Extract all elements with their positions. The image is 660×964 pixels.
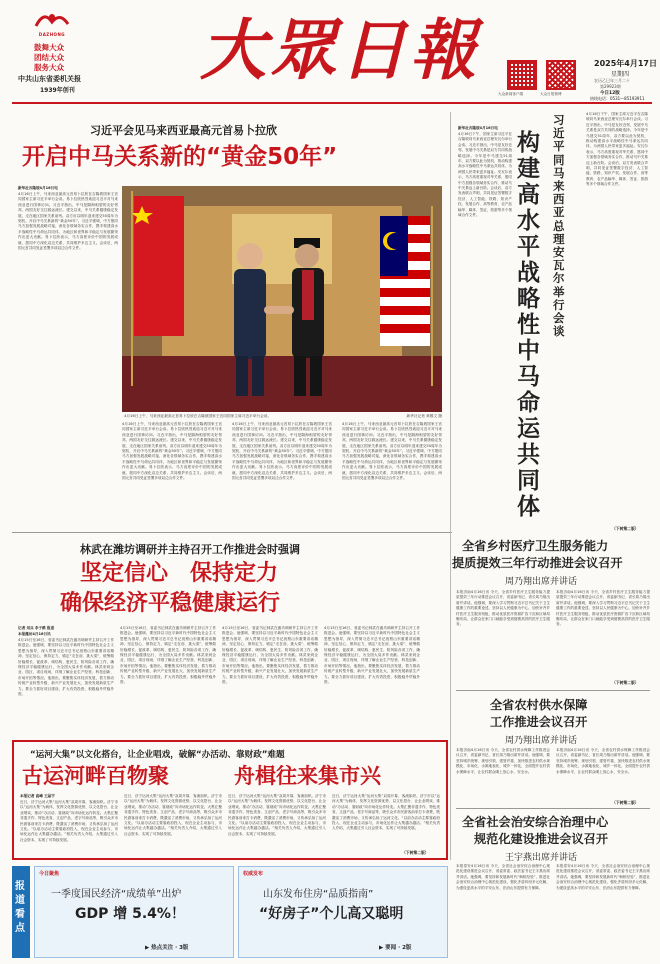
teaser-left[interactable]	[34, 866, 234, 958]
lead-dateline: 新华社吉隆坡4月16日电	[18, 186, 58, 190]
second-body-col4: 4月15日至16日，省委书记林武在潍坊调研并主持召开工作推进会。他强调，要坚持以习近平新时代中国特色社会主义思想为指导，深入贯彻习近平总书记视察山东重要讲话精神，坚定信心、保持定力，锚定“走在前、挑大梁”，统筹做好稳增长、促改革、调结构、惠民生、防风险各项工作，确保经济平稳健康运行，为全国大局多作贡献。林武来到企业、园区、项目现场，详细了解企业生产经营、科技创新、市场开拓等情况。他指出，要聚焦实体经济发展，着力推动传统产业转型升级、新兴产业发展壮大，加快发展新质生产力。要全力抓好项目建设，扩大有效投资，积极稳外贸稳外资。	[324, 626, 420, 685]
rural-water-body-col2: 本报济南4月16日讯 今天，全省农村供水保障工作推进会议召开，省委副书记、省长周乃翔出席并讲话。他强调，要坚持城乡统筹、规划引领、建管并重，加快推进农村供水规模化、市场化、水源地表化、城乡一体化，全面提升农村供水保障水平，让农村群众喝上放心水、安全水。	[556, 748, 650, 774]
feature-more: （下转第二版）	[402, 850, 429, 855]
paper-title: 大眾日報	[200, 11, 480, 89]
feature-headline-left[interactable]: 古运河畔百物聚	[22, 764, 169, 788]
rural-water-more: （下转第二版）	[612, 800, 639, 805]
lead-body-col2: 4月16日上午，马来西亚最高元首易卜拉欣在吉隆坡国家王宫同国家主席习近平举行会谈。易卜拉欣热烈欢迎习近平对马来西亚进行国事访问。习近平指出，中马是隔海相望的友好邻邦，两国友好交往源远流长。建交以来，中马关系健康稳定发展，走在地区国家关系前列。双方应以明年迎来建交50周年为契机，开启中马关系新的“黄金50年”。习近平强调，中方愿同马方加强发展战略对接，深化各领域务实合作，携手构建高水平战略性中马命运共同体，为地区和世界和平稳定与发展繁荣作出更大贡献。易卜拉欣表示，马方高度评价中国的发展成就，愿同中方深化双边关系，共同维护多边主义。会谈后，两国元首共同见证签署多项双边合作文件。	[122, 422, 222, 481]
qr-code-app-label: 大众新闻客户端	[498, 92, 524, 96]
slogan-3: 服务大众	[34, 63, 64, 72]
hotline-number: 0531—85193911	[610, 96, 645, 101]
second-headline-line2[interactable]: 确保经济平稳健康运行	[60, 591, 281, 616]
rural-health-headline-1[interactable]: 全省乡村医疗卫生服务能力	[462, 539, 609, 553]
issue-weekday: 星期四	[611, 71, 630, 78]
teaser-right-ref-text: 要闻 · 2版	[385, 945, 412, 951]
photo-caption: 4月16日上午，马来西亚最高元首易卜拉欣在吉隆坡国家王宫同国家主席习近平举行会谈。	[124, 414, 272, 418]
arrow-right-icon: ▶	[145, 945, 152, 951]
hotline-label: 热线电话：	[590, 96, 610, 101]
lead-photo[interactable]	[122, 186, 442, 412]
feature-body-col4: 近日，济宁运河大集“运河大集”双周开幕，客流如织。济宁市以“运河大集”为载体，发挥文化资源优势，以文化搭台、让企业唱戏，推动“办活动、靠财政”向市场化运作转变。大集汇聚非遗手作、特色美食、文创产品、老字号商品等，吸引众多市民游客前来打卡消费，既激活了消费市场，又传承弘扬了运河文化。“以前办活动主要靠政府投入，现在企业主动参与，市场化运作让大集越办越活。”相关负责人介绍，大集通过引入社会资本，实现了可持续发展。	[332, 794, 440, 831]
teaser-right[interactable]	[238, 866, 448, 958]
social-gov-headline-2[interactable]: 规范化建设推进会议召开	[474, 832, 609, 846]
teaser-right-label: 权威发布	[243, 871, 264, 877]
lead-body-col4: 4月16日上午，马来西亚最高元首易卜拉欣在吉隆坡国家王宫同国家主席习近平举行会谈。易卜拉欣热烈欢迎习近平对马来西亚进行国事访问。习近平指出，中马是隔海相望的友好邻邦，两国友好交往源远流长。建交以来，中马关系健康稳定发展，走在地区国家关系前列。双方应以明年迎来建交50周年为契机，开启中马关系新的“黄金50年”。习近平强调，中方愿同马方加强发展战略对接，深化各领域务实合作，携手构建高水平战略性中马命运共同体，为地区和世界和平稳定与发展繁荣作出更大贡献。易卜拉欣表示，马方高度评价中国的发展成就，愿同中方深化双边关系，共同维护多边主义。会谈后，两国元首共同见证签署多项双边合作文件。	[342, 422, 442, 481]
right-kicker: 习近平同马来西亚总理安瓦尔举行会谈	[553, 113, 565, 339]
photo-credit: 新华社记者 黄敬文 摄	[406, 414, 442, 418]
social-gov-headline-1[interactable]: 全省社会治安综合治理中心	[462, 815, 609, 829]
feature-body-col3: 近日，济宁运河大集“运河大集”双周开幕，客流如织。济宁市以“运河大集”为载体，发挥文化资源优势，以文化搭台、让企业唱戏，推动“办活动、靠财政”向市场化运作转变。大集汇聚非遗手作、特色美食、文创产品、老字号商品等，吸引众多市民游客前来打卡消费，既激活了消费市场，又传承弘扬了运河文化。“以前办活动主要靠政府投入，现在企业主动参与，市场化运作让大集越办越活。”相关负责人介绍，大集通过引入社会资本，实现了可持续发展。	[228, 794, 326, 836]
teaser-left-kicker: 一季度国民经济“成绩单”出炉	[51, 889, 182, 900]
rural-health-body-col1: 本报济南4月16日讯 今天，全省乡村医疗卫生服务能力提质提效三年行动推进会议召开，省委副书记、省长周乃翔出席并讲话。他强调，要深入学习贯彻习近平总书记关于卫生健康工作的重要论述，坚持以人民健康为中心，加快补齐乡村医疗卫生服务短板，推动优质医疗资源扩容下沉和区域均衡布局，让群众在家门口就能享受到便捷高效的医疗卫生服务。	[456, 590, 550, 627]
teaser-right-kicker: 山东发布住房“品质指南”	[263, 889, 374, 900]
second-dateline: 本报潍坊4月16日讯	[18, 632, 51, 636]
rural-health-body-col2: 本报济南4月16日讯 今天，全省乡村医疗卫生服务能力提质提效三年行动推进会议召开，省委副书记、省长周乃翔出席并讲话。他强调，要深入学习贯彻习近平总书记关于卫生健康工作的重要论述，坚持以人民健康为中心，加快补齐乡村医疗卫生服务短板，推动优质医疗资源扩容下沉和区域均衡布局，让群众在家门口就能享受到便捷高效的医疗卫生服务。	[556, 590, 650, 627]
rural-health-byline: 周乃翔出席并讲话	[505, 577, 578, 587]
second-byline: 记者 刘兵 李子路 报道	[18, 626, 55, 630]
slogan-1: 鼓舞大众	[34, 43, 64, 52]
logo-text: DAZHONG	[38, 32, 66, 37]
masthead-divider	[12, 102, 652, 104]
second-body-col3: 4月15日至16日，省委书记林武在潍坊调研并主持召开工作推进会。他强调，要坚持以习近平新时代中国特色社会主义思想为指导，深入贯彻习近平总书记视察山东重要讲话精神，坚定信心、保持定力，锚定“走在前、挑大梁”，统筹做好稳增长、促改革、调结构、惠民生、防风险各项工作，确保经济平稳健康运行，为全国大局多作贡献。林武来到企业、园区、项目现场，详细了解企业生产经营、科技创新、市场开拓等情况。他指出，要聚焦实体经济发展，着力推动传统产业转型升级、新兴产业发展壮大，加快发展新质生产力。要全力抓好项目建设，扩大有效投资，积极稳外贸稳外资。	[222, 626, 318, 685]
rural-water-byline: 周乃翔出席并讲话	[505, 736, 578, 746]
photo-scene	[122, 186, 442, 412]
lead-headline[interactable]: 开启中马关系新的“黄金50年”	[22, 144, 338, 170]
rural-water-headline-1[interactable]: 全省农村供水保障	[490, 698, 588, 712]
qr-code-weibo[interactable]	[546, 60, 576, 90]
rural-water-body-col1: 本报济南4月16日讯 今天，全省农村供水保障工作推进会议召开，省委副书记、省长周乃翔出席并讲话。他强调，要坚持城乡统筹、规划引领、建管并重，加快推进农村供水规模化、市场化、水源地表化、城乡一体化，全面提升农村供水保障水平，让农村群众喝上放心水、安全水。	[456, 748, 550, 774]
teaser-right-ref	[379, 943, 411, 951]
feature-headline-right[interactable]: 舟楫往来集市兴	[234, 764, 381, 788]
lunar-date: 农历乙巳年三月二十	[594, 78, 630, 83]
paper-logo-icon	[30, 8, 74, 32]
feature-kicker: “运河大集”以文化搭台，让企业唱戏，破解“办活动、靠财政”难题	[30, 750, 285, 760]
founded-year: 1939年创刊	[40, 87, 75, 94]
page-count: 今日12版	[600, 91, 620, 96]
social-gov-body-col1: 本报泰安4月16日讯 今天，全省社会治安综合治理中心规范化建设推进会议召开，省委常委、政法委书记王宇燕出席并讲话。她强调，要坚持和发展新时代“枫桥经验”，推进社会治安综合治理中心规范化建设，强化矛盾纠纷多元化解，为建设更高水平的平安山东、法治山东提供有力保障。	[456, 864, 550, 890]
masthead	[0, 0, 660, 100]
rural-water-headline-2[interactable]: 工作推进会议召开	[490, 715, 588, 729]
right-body-col1: 4月16日下午，国家主席习近平在吉隆坡同马来西亚总理安瓦尔举行会谈。习近平指出，中马是友好近邻，发展中马关系是双方共同的战略选择。今年是中马建交51周年，双方要以此为契机，推动构建高水平战略性中马命运共同体，为两国人民带来更多福祉。安瓦尔表示，马方高度重视对华关系，愿同中方加强各领域务实合作，推动马中关系迈上新台阶。会谈后，双方发表联合声明，共同见证签署数字经济、人工智能、铁路、知识产权、发展合作、高等教育、农产品输华、媒体、签证、旅游等多个领域合作文件。	[458, 132, 512, 218]
arrow-right-icon: ▶	[379, 945, 386, 951]
feature-byline: 本报记者 高峰 王晶宇	[20, 794, 55, 798]
rural-health-headline-2[interactable]: 提质提效三年行动推进会议召开	[452, 556, 623, 570]
social-gov-body-col2: 本报泰安4月16日讯 今天，全省社会治安综合治理中心规范化建设推进会议召开，省委常委、政法委书记王宇燕出席并讲话。她强调，要坚持和发展新时代“枫桥经验”，推进社会治安综合治理中心规范化建设，强化矛盾纠纷多元化解，为建设更高水平的平安山东、法治山东提供有力保障。	[556, 864, 650, 890]
issue-number: 第29923期	[600, 84, 621, 89]
feature-body-col1: 近日，济宁运河大集“运河大集”双周开幕，客流如织。济宁市以“运河大集”为载体，发挥文化资源优势，以文化搭台、让企业唱戏，推动“办活动、靠财政”向市场化运作转变。大集汇聚非遗手作、特色美食、文创产品、老字号商品等，吸引众多市民游客前来打卡消费，既激活了消费市场，又传承弘扬了运河文化。“以前办活动主要靠政府投入，现在企业主动参与，市场化运作让大集越办越活。”相关负责人介绍，大集通过引入社会资本，实现了可持续发展。	[20, 800, 118, 842]
second-body-col1: 4月15日至16日，省委书记林武在潍坊调研并主持召开工作推进会。他强调，要坚持以习近平新时代中国特色社会主义思想为指导，深入贯彻习近平总书记视察山东重要讲话精神，坚定信心、保持定力，锚定“走在前、挑大梁”，统筹做好稳增长、促改革、调结构、惠民生、防风险各项工作，确保经济平稳健康运行，为全国大局多作贡献。林武来到企业、园区、项目现场，详细了解企业生产经营、科技创新、市场开拓等情况。他指出，要聚焦实体经济发展，着力推动传统产业转型升级、新兴产业发展壮大，加快发展新质生产力。要全力抓好项目建设，扩大有效投资，积极稳外贸稳外资。	[18, 638, 114, 697]
second-headline-line1[interactable]: 坚定信心 保持定力	[80, 561, 279, 586]
right-more: （下转第二版）	[612, 526, 639, 531]
right-headline[interactable]: 构建高水平战略性中马命运共同体	[517, 130, 540, 520]
slogan-2: 团结大众	[34, 53, 64, 62]
teaser-left-ref-text: 热点关注 · 3版	[151, 945, 189, 951]
issue-date: 2025年4月17日	[594, 59, 657, 68]
lead-body-col3: 4月16日上午，马来西亚最高元首易卜拉欣在吉隆坡国家王宫同国家主席习近平举行会谈。易卜拉欣热烈欢迎习近平对马来西亚进行国事访问。习近平指出，中马是隔海相望的友好邻邦，两国友好交往源远流长。建交以来，中马关系健康稳定发展，走在地区国家关系前列。双方应以明年迎来建交50周年为契机，开启中马关系新的“黄金50年”。习近平强调，中方愿同马方加强发展战略对接，深化各领域务实合作，携手构建高水平战略性中马命运共同体，为地区和世界和平稳定与发展繁荣作出更大贡献。易卜拉欣表示，马方高度评价中国的发展成就，愿同中方深化双边关系，共同维护多边主义。会谈后，两国元首共同见证签署多项双边合作文件。	[232, 422, 332, 481]
lead-body-col1: 4月16日上午，马来西亚最高元首易卜拉欣在吉隆坡国家王宫同国家主席习近平举行会谈。易卜拉欣热烈欢迎习近平对马来西亚进行国事访问。习近平指出，中马是隔海相望的友好邻邦，两国友好交往源远流长。建交以来，中马关系健康稳定发展，走在地区国家关系前列。双方应以明年迎来建交50周年为契机，开启中马关系新的“黄金50年”。习近平强调，中方愿同马方加强发展战略对接，深化各领域务实合作，携手构建高水平战略性中马命运共同体，为地区和世界和平稳定与发展繁荣作出更大贡献。易卜拉欣表示，马方高度评价中国的发展成就，愿同中方深化双边关系，共同维护多边主义。会谈后，两国元首共同见证签署多项双边合作文件。	[18, 192, 118, 251]
column-rule	[450, 112, 451, 532]
teaser-left-ref	[145, 943, 188, 951]
right-body-col2: 4月16日下午，国家主席习近平在吉隆坡同马来西亚总理安瓦尔举行会谈。习近平指出，中马是友好近邻，发展中马关系是双方共同的战略选择。今年是中马建交51周年，双方要以此为契机，推动构建高水平战略性中马命运共同体，为两国人民带来更多福祉。安瓦尔表示，马方高度重视对华关系，愿同中方加强各领域务实合作，推动马中关系迈上新台阶。会谈后，双方发表联合声明，共同见证签署数字经济、人工智能、铁路、知识产权、发展合作、高等教育、农产品输华、媒体、签证、旅游等多个领域合作文件。	[586, 112, 648, 187]
qr-code-weibo-label: 大众日报微博	[540, 92, 562, 96]
feature-body-col2: 近日，济宁运河大集“运河大集”双周开幕，客流如织。济宁市以“运河大集”为载体，发挥文化资源优势，以文化搭台、让企业唱戏，推动“办活动、靠财政”向市场化运作转变。大集汇聚非遗手作、特色美食、文创产品、老字号商品等，吸引众多市民游客前来打卡消费，既激活了消费市场，又传承弘扬了运河文化。“以前办活动主要靠政府投入，现在企业主动参与，市场化运作让大集越办越活。”相关负责人介绍，大集通过引入社会资本，实现了可持续发展。	[124, 794, 222, 836]
right-divider-1	[456, 690, 650, 691]
teaser-left-label: 今日聚焦	[39, 871, 60, 877]
qr-code-app[interactable]	[507, 60, 537, 90]
teaser-right-headline: “好房子”个儿高又聪明	[259, 906, 404, 922]
right-divider-2	[456, 808, 650, 809]
second-body-col2: 4月15日至16日，省委书记林武在潍坊调研并主持召开工作推进会。他强调，要坚持以习近平新时代中国特色社会主义思想为指导，深入贯彻习近平总书记视察山东重要讲话精神，坚定信心、保持定力，锚定“走在前、挑大梁”，统筹做好稳增长、促改革、调结构、惠民生、防风险各项工作，确保经济平稳健康运行，为全国大局多作贡献。林武来到企业、园区、项目现场，详细了解企业生产经营、科技创新、市场开拓等情况。他指出，要聚焦实体经济发展，着力推动传统产业转型升级、新兴产业发展壮大，加快发展新质生产力。要全力抓好项目建设，扩大有效投资，积极稳外贸稳外资。	[120, 626, 216, 685]
second-kicker: 林武在潍坊调研并主持召开工作推进会时强调	[80, 543, 300, 556]
right-dateline: 新华社吉隆坡4月16日电	[458, 126, 498, 130]
social-gov-byline: 王宇燕出席并讲话	[505, 853, 578, 863]
column-rule-2	[450, 532, 451, 860]
rural-health-more: （下转第二版）	[612, 680, 639, 685]
lead-kicker: 习近平会见马来西亚最高元首易卜拉欣	[90, 124, 277, 137]
section-divider-1	[12, 532, 452, 533]
teaser-left-headline: GDP 增 5.4%！	[75, 906, 185, 922]
org-name: 中共山东省委机关报	[18, 75, 81, 83]
teaser-tag-label: 报道看点	[15, 881, 25, 934]
